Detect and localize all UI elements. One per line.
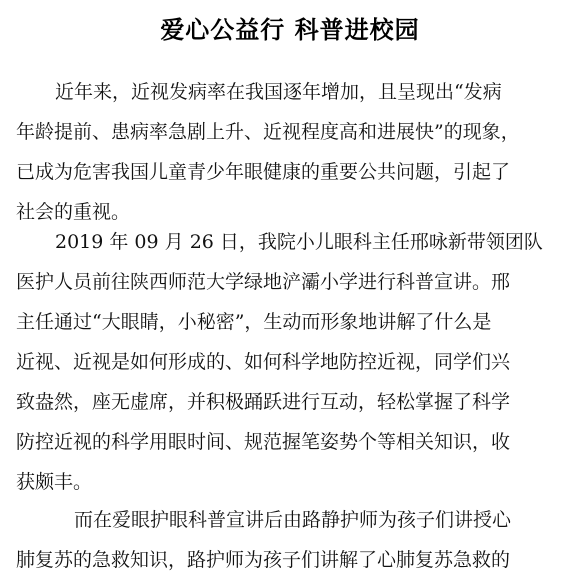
paragraph-line: 而在爱眼护眼科普宣讲后由路静护师为孩子们讲授心: [74, 509, 512, 531]
paragraph-line: 年龄提前、患病率急剧上升、近视程度高和进展快”的现象，: [16, 121, 520, 143]
paragraph-line: 已成为危害我国儿童青少年眼健康的重要公共问题，引起了: [16, 161, 511, 183]
paragraph-line: 近年来，近视发病率在我国逐年增加，且呈现出“发病: [55, 81, 502, 103]
paragraph-line: 社会的重视。: [16, 201, 131, 223]
paragraph-line: 近视、近视是如何形成的、如何科学地防控近视，同学们兴: [16, 351, 511, 373]
paragraph-line: 医护人员前往陕西师范大学绿地浐灞小学进行科普宣讲。邢: [16, 271, 511, 293]
article-title: 爱心公益行 科普进校园: [160, 16, 420, 44]
paragraph-line: 致盎然，座无虚席，并积极踊跃进行互动，轻松掌握了科学: [16, 391, 511, 413]
paragraph-line: 肺复苏的急救知识，路护师为孩子们讲解了心肺复苏急救的: [16, 549, 511, 571]
paragraph-line: 获颇丰。: [16, 471, 93, 493]
paragraph-line: 2019 年 09 月 26 日，我院小儿眼科主任邢咏新带领团队: [55, 231, 543, 253]
paragraph-line: 主任通过“大眼睛，小秘密”，生动而形象地讲解了什么是: [16, 311, 492, 333]
paragraph-line: 防控近视的科学用眼时间、规范握笔姿势个等相关知识，收: [16, 431, 511, 453]
